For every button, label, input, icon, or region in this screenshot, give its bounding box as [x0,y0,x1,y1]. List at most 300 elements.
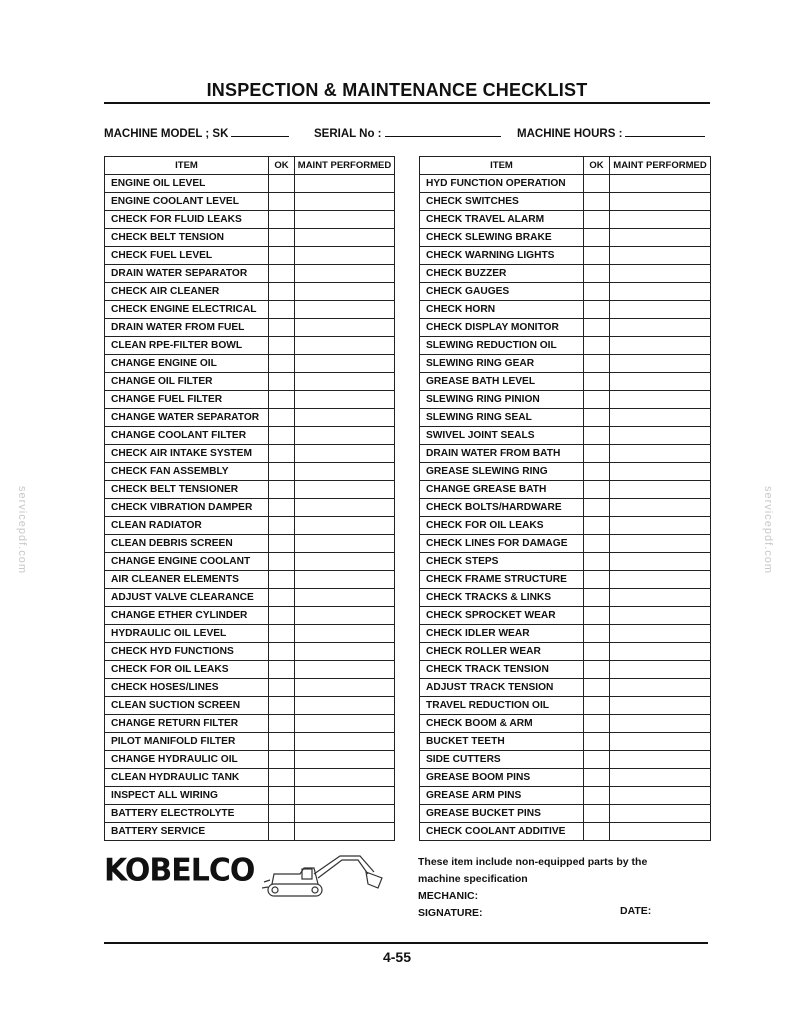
item-label: CHANGE HYDRAULIC OIL [105,751,269,769]
table-row [105,769,395,787]
maint-performed-cell[interactable] [295,715,395,733]
table-row [105,661,395,679]
ok-checkbox[interactable] [269,679,295,697]
ok-checkbox[interactable] [269,247,295,265]
item-label: DRAIN WATER FROM FUEL [105,319,269,337]
maint-performed-cell[interactable] [295,337,395,355]
ok-checkbox[interactable] [584,337,610,355]
item-label: CHECK ENGINE ELECTRICAL [105,301,269,319]
ok-checkbox[interactable] [269,787,295,805]
ok-column-header: OK [584,157,610,175]
maint-performed-cell[interactable] [610,625,711,643]
serial-blank[interactable] [385,126,501,137]
ok-checkbox[interactable] [269,319,295,337]
ok-checkbox[interactable] [269,211,295,229]
maint-performed-cell[interactable] [610,337,711,355]
table-row [105,373,395,391]
ok-checkbox[interactable] [584,463,610,481]
ok-checkbox[interactable] [584,571,610,589]
item-label: CHECK LINES FOR DAMAGE [420,535,584,553]
item-label: CHECK FOR FLUID LEAKS [105,211,269,229]
item-label: CHECK FAN ASSEMBLY [105,463,269,481]
maint-performed-cell[interactable] [295,445,395,463]
table-row [420,211,711,229]
table-row [105,193,395,211]
watermark-right: servicepdf.com [762,486,774,574]
ok-checkbox[interactable] [584,355,610,373]
table-row [420,301,711,319]
ok-checkbox[interactable] [269,301,295,319]
table-row [420,445,711,463]
title-underline [104,102,710,104]
item-label: CHECK SPROCKET WEAR [420,607,584,625]
note-line-1: These item include non-equipped parts by the [418,856,648,868]
table-row [420,463,711,481]
table-row [105,481,395,499]
table-row [420,193,711,211]
ok-checkbox[interactable] [269,751,295,769]
ok-checkbox[interactable] [584,175,610,193]
item-label: GREASE BOOM PINS [420,769,584,787]
item-label: CHECK BUZZER [420,265,584,283]
ok-checkbox[interactable] [584,625,610,643]
maint-performed-cell[interactable] [610,301,711,319]
ok-checkbox[interactable] [269,733,295,751]
table-row [105,625,395,643]
item-label: CHANGE RETURN FILTER [105,715,269,733]
page-title: INSPECTION & MAINTENANCE CHECKLIST [206,80,588,100]
maint-performed-cell[interactable] [610,463,711,481]
item-label: CHECK AIR INTAKE SYSTEM [105,445,269,463]
item-label: CLEAN HYDRAULIC TANK [105,769,269,787]
maint-performed-cell[interactable] [295,481,395,499]
ok-checkbox[interactable] [584,553,610,571]
excavator-icon [262,850,392,902]
signature-label: SIGNATURE: [418,907,483,919]
maint-performed-cell[interactable] [295,589,395,607]
item-label: CHANGE GREASE BATH [420,481,584,499]
table-row [420,229,711,247]
maint-performed-cell[interactable] [610,517,711,535]
ok-checkbox[interactable] [269,193,295,211]
maint-performed-cell[interactable] [610,733,711,751]
item-label: PILOT MANIFOLD FILTER [105,733,269,751]
item-label: CHECK HORN [420,301,584,319]
table-row [105,571,395,589]
item-label: CHECK AIR CLEANER [105,283,269,301]
maint-performed-cell[interactable] [610,553,711,571]
maint-performed-cell[interactable] [295,733,395,751]
item-column-header: ITEM [420,157,584,175]
ok-checkbox[interactable] [584,661,610,679]
ok-checkbox[interactable] [584,319,610,337]
item-label: AIR CLEANER ELEMENTS [105,571,269,589]
ok-checkbox[interactable] [269,589,295,607]
item-label: TRAVEL REDUCTION OIL [420,697,584,715]
maint-performed-cell[interactable] [295,211,395,229]
ok-checkbox[interactable] [269,715,295,733]
maint-performed-cell[interactable] [295,805,395,823]
table-row [420,283,711,301]
maint-performed-cell[interactable] [610,535,711,553]
ok-checkbox[interactable] [269,373,295,391]
right-checklist-table [419,156,711,841]
table-row [105,607,395,625]
item-label: CLEAN RADIATOR [105,517,269,535]
maint-column-header: MAINT PERFORMED [295,157,395,175]
item-label: INSPECT ALL WIRING [105,787,269,805]
serial-field [314,126,501,140]
ok-checkbox[interactable] [269,265,295,283]
table-row [105,823,395,841]
ok-checkbox[interactable] [269,571,295,589]
table-row [420,643,711,661]
maint-performed-cell[interactable] [610,589,711,607]
maint-performed-cell[interactable] [610,481,711,499]
item-label: CHECK SLEWING BRAKE [420,229,584,247]
maint-performed-cell[interactable] [610,643,711,661]
table-row [105,229,395,247]
table-row [420,391,711,409]
ok-checkbox[interactable] [584,697,610,715]
item-column-header: ITEM [105,157,269,175]
maint-performed-cell[interactable] [610,661,711,679]
watermark-left: servicepdf.com [16,486,28,574]
ok-checkbox[interactable] [584,589,610,607]
maint-performed-cell[interactable] [295,679,395,697]
item-label: CHECK TRACK TENSION [420,661,584,679]
maint-performed-cell[interactable] [295,625,395,643]
table-row [105,175,395,193]
mechanic-label: MECHANIC: [418,890,479,902]
item-label: CHECK BOOM & ARM [420,715,584,733]
ok-checkbox[interactable] [269,409,295,427]
item-label: CHECK VIBRATION DAMPER [105,499,269,517]
maint-performed-cell[interactable] [610,211,711,229]
ok-checkbox[interactable] [269,697,295,715]
maint-performed-cell[interactable] [295,265,395,283]
ok-checkbox[interactable] [269,391,295,409]
table-row [105,247,395,265]
maint-performed-cell[interactable] [295,643,395,661]
table-row [420,427,711,445]
maint-performed-cell[interactable] [295,517,395,535]
ok-checkbox[interactable] [584,391,610,409]
table-row [105,733,395,751]
ok-checkbox[interactable] [584,607,610,625]
table-row [420,517,711,535]
maint-performed-cell[interactable] [610,283,711,301]
maint-performed-cell[interactable] [295,787,395,805]
table-row [105,391,395,409]
footer-rule [104,942,708,944]
maint-performed-cell[interactable] [610,697,711,715]
item-label: CHANGE ENGINE COOLANT [105,553,269,571]
item-label: CLEAN SUCTION SCREEN [105,697,269,715]
table-row [420,661,711,679]
maint-performed-cell[interactable] [610,715,711,733]
maint-performed-cell[interactable] [295,373,395,391]
item-label: CHECK STEPS [420,553,584,571]
item-label: CHECK HYD FUNCTIONS [105,643,269,661]
maint-performed-cell[interactable] [295,607,395,625]
maint-performed-cell[interactable] [610,445,711,463]
table-row [105,301,395,319]
item-label: BATTERY SERVICE [105,823,269,841]
ok-checkbox[interactable] [269,481,295,499]
maint-performed-cell[interactable] [295,301,395,319]
table-row [105,319,395,337]
item-label: CLEAN RPE-FILTER BOWL [105,337,269,355]
maint-performed-cell[interactable] [610,229,711,247]
maint-performed-cell[interactable] [610,805,711,823]
left-checklist-table [104,156,395,841]
maint-performed-cell[interactable] [295,319,395,337]
ok-checkbox[interactable] [269,175,295,193]
ok-checkbox[interactable] [584,373,610,391]
maint-performed-cell[interactable] [295,553,395,571]
table-row [105,409,395,427]
ok-checkbox[interactable] [269,355,295,373]
item-label: HYD FUNCTION OPERATION [420,175,584,193]
ok-checkbox[interactable] [584,283,610,301]
item-label: GREASE SLEWING RING [420,463,584,481]
item-label: CHECK FOR OIL LEAKS [105,661,269,679]
table-row [420,769,711,787]
ok-checkbox[interactable] [584,643,610,661]
item-label: BATTERY ELECTROLYTE [105,805,269,823]
item-label: CHANGE OIL FILTER [105,373,269,391]
table-row [420,787,711,805]
maint-performed-cell[interactable] [610,499,711,517]
ok-checkbox[interactable] [269,643,295,661]
ok-checkbox[interactable] [269,823,295,841]
ok-checkbox[interactable] [584,193,610,211]
maint-performed-cell[interactable] [295,535,395,553]
maint-performed-cell[interactable] [295,661,395,679]
machine-hours-field [517,126,705,140]
table-row [105,517,395,535]
table-row [105,679,395,697]
ok-checkbox[interactable] [269,229,295,247]
ok-checkbox[interactable] [584,247,610,265]
maint-performed-cell[interactable] [610,787,711,805]
item-label: GREASE BUCKET PINS [420,805,584,823]
item-label: ENGINE OIL LEVEL [105,175,269,193]
table-row [420,715,711,733]
ok-checkbox[interactable] [269,445,295,463]
maint-performed-cell[interactable] [295,427,395,445]
machine-hours-label: MACHINE HOURS : [517,128,623,140]
table-row [420,373,711,391]
maint-performed-cell[interactable] [610,427,711,445]
table-row [420,751,711,769]
table-row [105,211,395,229]
maint-performed-cell[interactable] [610,373,711,391]
item-label: DRAIN WATER FROM BATH [420,445,584,463]
item-label: CHANGE FUEL FILTER [105,391,269,409]
ok-checkbox[interactable] [269,553,295,571]
ok-checkbox[interactable] [269,337,295,355]
maint-performed-cell[interactable] [295,229,395,247]
maint-performed-cell[interactable] [610,607,711,625]
ok-checkbox[interactable] [269,535,295,553]
table-row [420,589,711,607]
ok-checkbox[interactable] [584,679,610,697]
maint-performed-cell[interactable] [610,391,711,409]
ok-checkbox[interactable] [584,715,610,733]
maint-performed-cell[interactable] [295,823,395,841]
item-label: CHECK HOSES/LINES [105,679,269,697]
item-label: CHECK FRAME STRUCTURE [420,571,584,589]
item-label: ADJUST TRACK TENSION [420,679,584,697]
item-label: CHECK WARNING LIGHTS [420,247,584,265]
maint-column-header: MAINT PERFORMED [610,157,711,175]
ok-checkbox[interactable] [584,265,610,283]
note-line-2: machine specification [418,873,528,885]
machine-model-blank[interactable] [231,126,289,137]
left-table-header [105,157,395,175]
maint-performed-cell[interactable] [610,769,711,787]
item-label: CHECK COOLANT ADDITIVE [420,823,584,841]
item-label: CHANGE COOLANT FILTER [105,427,269,445]
ok-checkbox[interactable] [269,517,295,535]
maint-performed-cell[interactable] [295,355,395,373]
maint-performed-cell[interactable] [295,391,395,409]
ok-checkbox[interactable] [584,229,610,247]
table-row [105,643,395,661]
table-row [420,265,711,283]
item-label: GREASE ARM PINS [420,787,584,805]
maint-performed-cell[interactable] [295,463,395,481]
maint-performed-cell[interactable] [295,409,395,427]
ok-checkbox[interactable] [269,625,295,643]
maint-performed-cell[interactable] [295,499,395,517]
item-label: CHECK BELT TENSION [105,229,269,247]
page-number: 4-55 [382,949,412,965]
table-row [105,751,395,769]
item-label: CHECK BELT TENSIONER [105,481,269,499]
ok-checkbox[interactable] [269,769,295,787]
item-label: SLEWING REDUCTION OIL [420,337,584,355]
ok-checkbox[interactable] [269,463,295,481]
table-row [105,715,395,733]
ok-checkbox[interactable] [584,499,610,517]
table-row [420,805,711,823]
maint-performed-cell[interactable] [295,175,395,193]
ok-checkbox[interactable] [584,733,610,751]
maint-performed-cell[interactable] [610,679,711,697]
table-row [420,481,711,499]
ok-checkbox[interactable] [584,751,610,769]
table-row [105,589,395,607]
table-row [420,409,711,427]
ok-checkbox[interactable] [584,427,610,445]
ok-checkbox[interactable] [584,301,610,319]
maint-performed-cell[interactable] [295,247,395,265]
item-label: CHECK GAUGES [420,283,584,301]
ok-checkbox[interactable] [269,427,295,445]
item-label: CHECK FUEL LEVEL [105,247,269,265]
ok-checkbox[interactable] [584,409,610,427]
item-label: CHECK BOLTS/HARDWARE [420,499,584,517]
ok-checkbox[interactable] [584,823,610,841]
item-label: CHECK TRACKS & LINKS [420,589,584,607]
item-label: CHECK DISPLAY MONITOR [420,319,584,337]
maint-performed-cell[interactable] [295,751,395,769]
maint-performed-cell[interactable] [295,769,395,787]
table-row [105,445,395,463]
item-label: CHECK TRAVEL ALARM [420,211,584,229]
ok-checkbox[interactable] [584,535,610,553]
machine-model-label: MACHINE MODEL ; SK [104,128,229,140]
table-row [420,625,711,643]
table-row [420,823,711,841]
table-row [420,535,711,553]
table-row [105,697,395,715]
table-row [420,355,711,373]
maint-performed-cell[interactable] [610,193,711,211]
ok-checkbox[interactable] [584,211,610,229]
item-label: DRAIN WATER SEPARATOR [105,265,269,283]
item-label: SLEWING RING PINION [420,391,584,409]
maint-performed-cell[interactable] [610,409,711,427]
ok-checkbox[interactable] [584,769,610,787]
item-label: BUCKET TEETH [420,733,584,751]
machine-model-field [104,126,289,140]
maint-performed-cell[interactable] [610,751,711,769]
ok-checkbox[interactable] [269,499,295,517]
maint-performed-cell[interactable] [295,571,395,589]
item-label: ADJUST VALVE CLEARANCE [105,589,269,607]
ok-checkbox[interactable] [269,607,295,625]
ok-checkbox[interactable] [584,481,610,499]
maint-performed-cell[interactable] [295,193,395,211]
table-row [420,319,711,337]
ok-checkbox[interactable] [584,445,610,463]
table-row [420,247,711,265]
ok-checkbox[interactable] [584,805,610,823]
item-label: ENGINE COOLANT LEVEL [105,193,269,211]
maint-performed-cell[interactable] [610,247,711,265]
ok-checkbox[interactable] [269,661,295,679]
maint-performed-cell[interactable] [610,175,711,193]
ok-checkbox[interactable] [584,787,610,805]
table-row [105,283,395,301]
machine-hours-blank[interactable] [625,126,705,137]
maint-performed-cell[interactable] [610,571,711,589]
ok-checkbox[interactable] [269,283,295,301]
maint-performed-cell[interactable] [295,697,395,715]
maint-performed-cell[interactable] [610,265,711,283]
item-label: CLEAN DEBRIS SCREEN [105,535,269,553]
ok-checkbox[interactable] [269,805,295,823]
table-row [105,553,395,571]
table-row [105,337,395,355]
table-row [420,553,711,571]
item-label: SIDE CUTTERS [420,751,584,769]
serial-label: SERIAL No : [314,128,382,140]
maint-performed-cell[interactable] [295,283,395,301]
table-row [105,805,395,823]
maint-performed-cell[interactable] [610,319,711,337]
maint-performed-cell[interactable] [610,355,711,373]
maint-performed-cell[interactable] [610,823,711,841]
table-row [105,535,395,553]
table-row [105,427,395,445]
table-row [420,679,711,697]
ok-checkbox[interactable] [584,517,610,535]
